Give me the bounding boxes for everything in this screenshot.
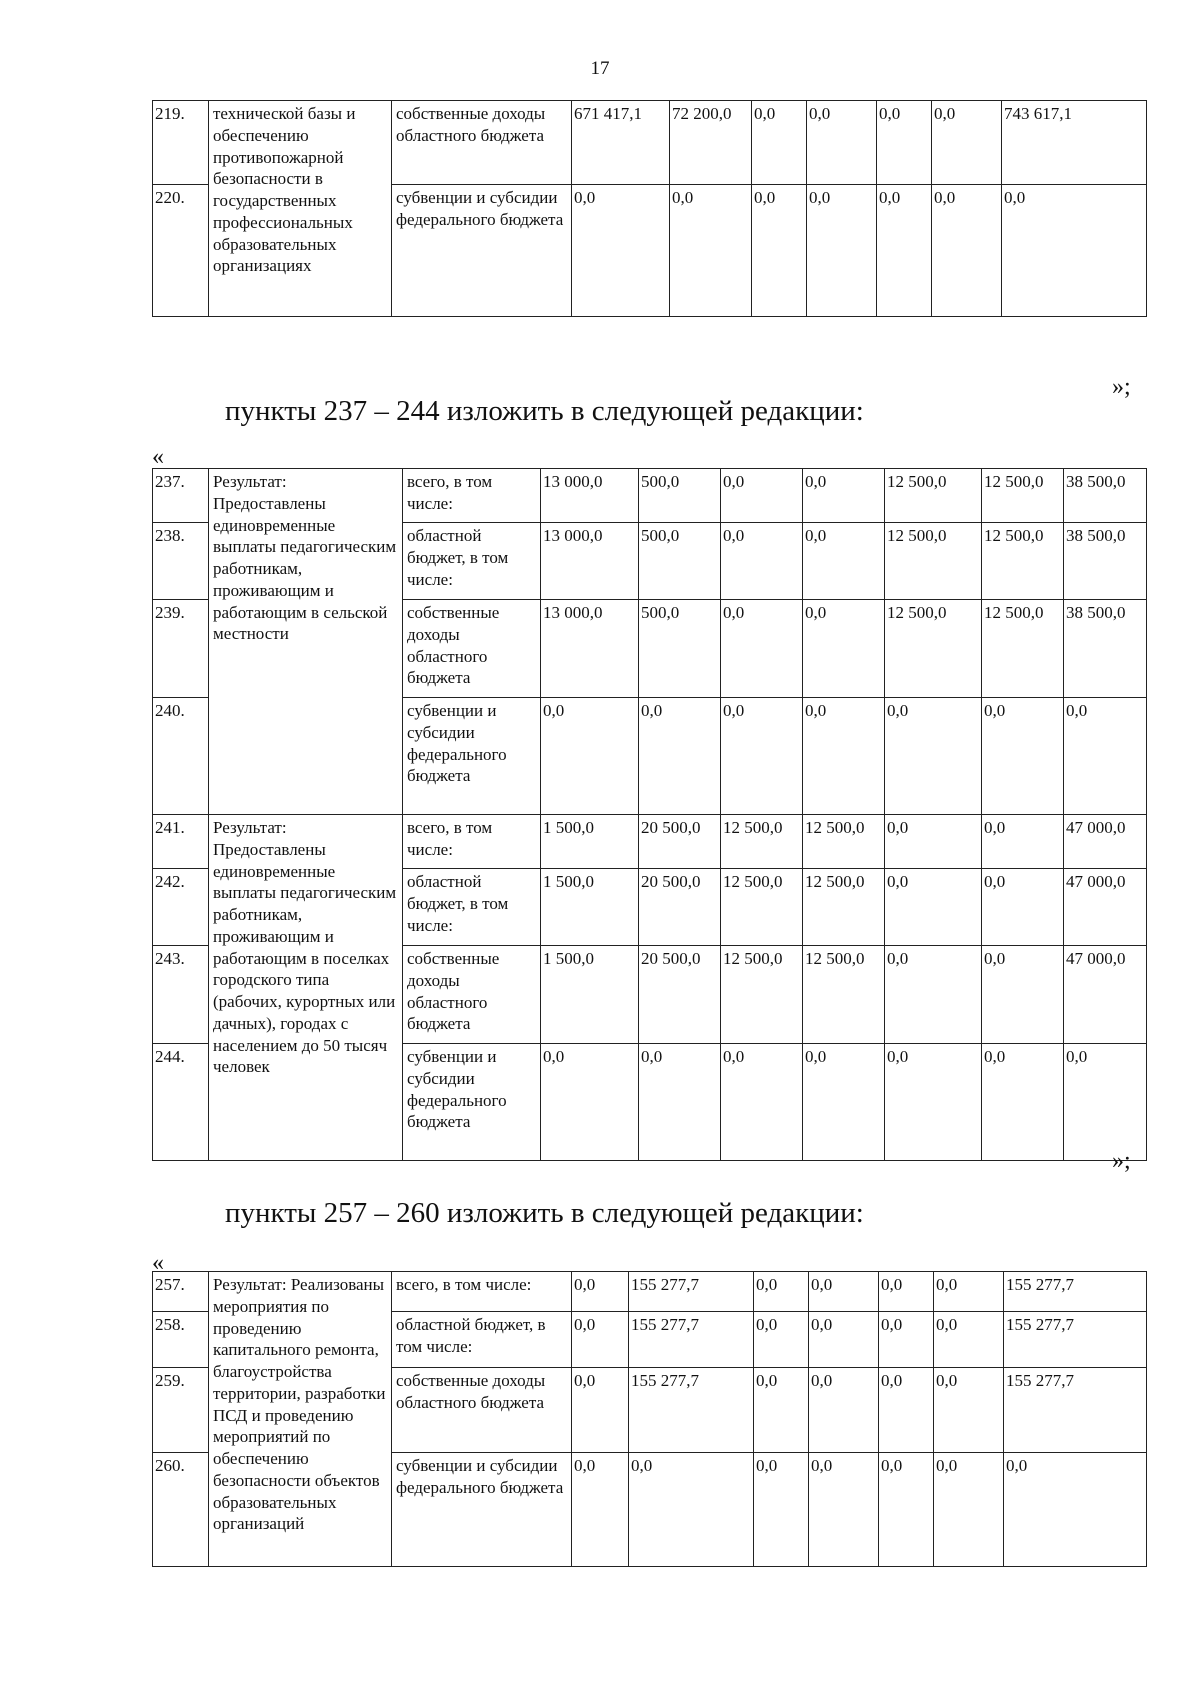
value-cell: 743 617,1 bbox=[1002, 101, 1147, 185]
value-cell: 500,0 bbox=[639, 469, 721, 523]
value-cell: 12 500,0 bbox=[721, 815, 803, 869]
value-cell: 0,0 bbox=[982, 1044, 1064, 1161]
value-cell: 72 200,0 bbox=[670, 101, 752, 185]
value-cell: 12 500,0 bbox=[803, 946, 885, 1044]
table-row bbox=[153, 815, 1147, 869]
value-cell: 38 500,0 bbox=[1064, 600, 1147, 698]
value-cell: 0,0 bbox=[1002, 185, 1147, 317]
value-cell: 0,0 bbox=[807, 185, 877, 317]
value-cell: 0,0 bbox=[572, 1368, 629, 1453]
value-cell: 0,0 bbox=[670, 185, 752, 317]
funding-source: собственные доходы областного бюджета bbox=[392, 101, 572, 185]
row-number: 259. bbox=[153, 1368, 209, 1453]
funding-source: всего, в том числе: bbox=[403, 469, 541, 523]
funding-source: субвенции и субсидии федерального бюджета bbox=[392, 1453, 572, 1567]
value-cell: 12 500,0 bbox=[982, 469, 1064, 523]
value-cell: 0,0 bbox=[879, 1312, 934, 1368]
funding-source: областной бюджет, в том числе: bbox=[392, 1312, 572, 1368]
row-number: 241. bbox=[153, 815, 209, 869]
value-cell: 155 277,7 bbox=[629, 1368, 754, 1453]
value-cell: 12 500,0 bbox=[721, 946, 803, 1044]
value-cell: 0,0 bbox=[879, 1453, 934, 1567]
value-cell: 0,0 bbox=[885, 815, 982, 869]
value-cell: 0,0 bbox=[1064, 698, 1147, 815]
value-cell: 0,0 bbox=[572, 1272, 629, 1312]
funding-source: собственные доходы областного бюджета bbox=[392, 1368, 572, 1453]
heading-237-244: пункты 237 – 244 изложить в следующей редакции: bbox=[225, 395, 864, 427]
funding-source: собственные доходы областного бюджета bbox=[403, 600, 541, 698]
value-cell: 0,0 bbox=[807, 101, 877, 185]
row-number: 242. bbox=[153, 869, 209, 946]
value-cell: 0,0 bbox=[803, 523, 885, 600]
value-cell: 0,0 bbox=[803, 600, 885, 698]
value-cell: 0,0 bbox=[934, 1312, 1004, 1368]
value-cell: 0,0 bbox=[752, 101, 807, 185]
table-row bbox=[153, 469, 1147, 523]
value-cell: 38 500,0 bbox=[1064, 523, 1147, 600]
value-cell: 0,0 bbox=[809, 1453, 879, 1567]
value-cell: 0,0 bbox=[932, 185, 1002, 317]
closing-quote-2: »; bbox=[1112, 1148, 1131, 1174]
value-cell: 1 500,0 bbox=[541, 815, 639, 869]
table-row bbox=[153, 101, 1147, 185]
value-cell: 0,0 bbox=[1004, 1453, 1147, 1567]
value-cell: 12 500,0 bbox=[721, 869, 803, 946]
value-cell: 13 000,0 bbox=[541, 523, 639, 600]
result-description: технической базы и обеспечению противопожарной безопасности в государственных профессиональных образовательных организациях bbox=[209, 101, 392, 317]
value-cell: 12 500,0 bbox=[803, 815, 885, 869]
funding-source: субвенции и субсидии федерального бюджета bbox=[403, 1044, 541, 1161]
value-cell: 0,0 bbox=[754, 1272, 809, 1312]
value-cell: 0,0 bbox=[982, 946, 1064, 1044]
value-cell: 0,0 bbox=[982, 869, 1064, 946]
value-cell: 0,0 bbox=[879, 1368, 934, 1453]
result-description: Результат: Реализованы мероприятия по проведению капитального ремонта, благоустройства территории, разработки ПСД и проведению мероприятий по обеспечению безопасности объектов образовательных организаций bbox=[209, 1272, 392, 1567]
value-cell: 0,0 bbox=[809, 1368, 879, 1453]
value-cell: 0,0 bbox=[721, 523, 803, 600]
value-cell: 0,0 bbox=[803, 469, 885, 523]
value-cell: 0,0 bbox=[721, 600, 803, 698]
value-cell: 0,0 bbox=[572, 185, 670, 317]
value-cell: 47 000,0 bbox=[1064, 946, 1147, 1044]
funding-source: субвенции и субсидии федерального бюджета bbox=[403, 698, 541, 815]
value-cell: 0,0 bbox=[877, 185, 932, 317]
result-description: Результат: Предоставлены единовременные выплаты педагогическим работникам, проживающим и работающим в поселках городского типа (рабочих, курортных или дачных), городах с населением до 50 тысяч человек bbox=[209, 815, 403, 1161]
funding-source: областной бюджет, в том числе: bbox=[403, 523, 541, 600]
value-cell: 0,0 bbox=[934, 1272, 1004, 1312]
value-cell: 0,0 bbox=[803, 698, 885, 815]
value-cell: 0,0 bbox=[754, 1312, 809, 1368]
table-items-257-260 bbox=[152, 1271, 1147, 1567]
value-cell: 0,0 bbox=[877, 101, 932, 185]
value-cell: 13 000,0 bbox=[541, 600, 639, 698]
table-row bbox=[153, 1272, 1147, 1312]
row-number: 220. bbox=[153, 185, 209, 317]
value-cell: 0,0 bbox=[721, 1044, 803, 1161]
page-number: 17 bbox=[590, 58, 610, 79]
value-cell: 12 500,0 bbox=[803, 869, 885, 946]
value-cell: 0,0 bbox=[721, 469, 803, 523]
value-cell: 12 500,0 bbox=[885, 600, 982, 698]
value-cell: 0,0 bbox=[885, 869, 982, 946]
closing-quote-1: »; bbox=[1112, 374, 1131, 400]
value-cell: 12 500,0 bbox=[885, 469, 982, 523]
result-description: Результат: Предоставлены единовременные выплаты педагогическим работникам, проживающим и работающим в сельской местности bbox=[209, 469, 403, 815]
value-cell: 0,0 bbox=[639, 698, 721, 815]
row-number: 240. bbox=[153, 698, 209, 815]
row-number: 257. bbox=[153, 1272, 209, 1312]
value-cell: 0,0 bbox=[932, 101, 1002, 185]
value-cell: 0,0 bbox=[1064, 1044, 1147, 1161]
value-cell: 12 500,0 bbox=[982, 600, 1064, 698]
value-cell: 1 500,0 bbox=[541, 946, 639, 1044]
row-number: 244. bbox=[153, 1044, 209, 1161]
value-cell: 0,0 bbox=[934, 1368, 1004, 1453]
value-cell: 0,0 bbox=[754, 1368, 809, 1453]
funding-source: субвенции и субсидии федерального бюджета bbox=[392, 185, 572, 317]
value-cell: 0,0 bbox=[803, 1044, 885, 1161]
value-cell: 0,0 bbox=[982, 815, 1064, 869]
value-cell: 47 000,0 bbox=[1064, 869, 1147, 946]
value-cell: 38 500,0 bbox=[1064, 469, 1147, 523]
heading-257-260: пункты 257 – 260 изложить в следующей редакции: bbox=[225, 1197, 864, 1229]
row-number: 260. bbox=[153, 1453, 209, 1567]
value-cell: 155 277,7 bbox=[1004, 1312, 1147, 1368]
value-cell: 500,0 bbox=[639, 523, 721, 600]
value-cell: 0,0 bbox=[754, 1453, 809, 1567]
table-items-237-244 bbox=[152, 468, 1147, 1161]
funding-source: областной бюджет, в том числе: bbox=[403, 869, 541, 946]
opening-quote-2: « bbox=[152, 444, 164, 470]
value-cell: 20 500,0 bbox=[639, 869, 721, 946]
value-cell: 155 277,7 bbox=[1004, 1272, 1147, 1312]
value-cell: 0,0 bbox=[885, 946, 982, 1044]
row-number: 238. bbox=[153, 523, 209, 600]
table-items-219-220 bbox=[152, 100, 1147, 317]
value-cell: 0,0 bbox=[885, 698, 982, 815]
value-cell: 500,0 bbox=[639, 600, 721, 698]
value-cell: 0,0 bbox=[809, 1312, 879, 1368]
value-cell: 0,0 bbox=[721, 698, 803, 815]
value-cell: 0,0 bbox=[879, 1272, 934, 1312]
value-cell: 0,0 bbox=[639, 1044, 721, 1161]
funding-source: всего, в том числе: bbox=[403, 815, 541, 869]
value-cell: 0,0 bbox=[541, 698, 639, 815]
value-cell: 0,0 bbox=[752, 185, 807, 317]
value-cell: 0,0 bbox=[572, 1312, 629, 1368]
value-cell: 155 277,7 bbox=[629, 1272, 754, 1312]
value-cell: 155 277,7 bbox=[629, 1312, 754, 1368]
row-number: 219. bbox=[153, 101, 209, 185]
row-number: 239. bbox=[153, 600, 209, 698]
value-cell: 12 500,0 bbox=[982, 523, 1064, 600]
value-cell: 155 277,7 bbox=[1004, 1368, 1147, 1453]
value-cell: 0,0 bbox=[982, 698, 1064, 815]
value-cell: 671 417,1 bbox=[572, 101, 670, 185]
row-number: 243. bbox=[153, 946, 209, 1044]
opening-quote-3: « bbox=[152, 1250, 164, 1276]
value-cell: 12 500,0 bbox=[885, 523, 982, 600]
funding-source: всего, в том числе: bbox=[392, 1272, 572, 1312]
value-cell: 0,0 bbox=[629, 1453, 754, 1567]
value-cell: 1 500,0 bbox=[541, 869, 639, 946]
value-cell: 0,0 bbox=[809, 1272, 879, 1312]
value-cell: 13 000,0 bbox=[541, 469, 639, 523]
row-number: 258. bbox=[153, 1312, 209, 1368]
value-cell: 47 000,0 bbox=[1064, 815, 1147, 869]
value-cell: 20 500,0 bbox=[639, 815, 721, 869]
row-number: 237. bbox=[153, 469, 209, 523]
value-cell: 0,0 bbox=[885, 1044, 982, 1161]
value-cell: 20 500,0 bbox=[639, 946, 721, 1044]
value-cell: 0,0 bbox=[572, 1453, 629, 1567]
value-cell: 0,0 bbox=[934, 1453, 1004, 1567]
value-cell: 0,0 bbox=[541, 1044, 639, 1161]
funding-source: собственные доходы областного бюджета bbox=[403, 946, 541, 1044]
